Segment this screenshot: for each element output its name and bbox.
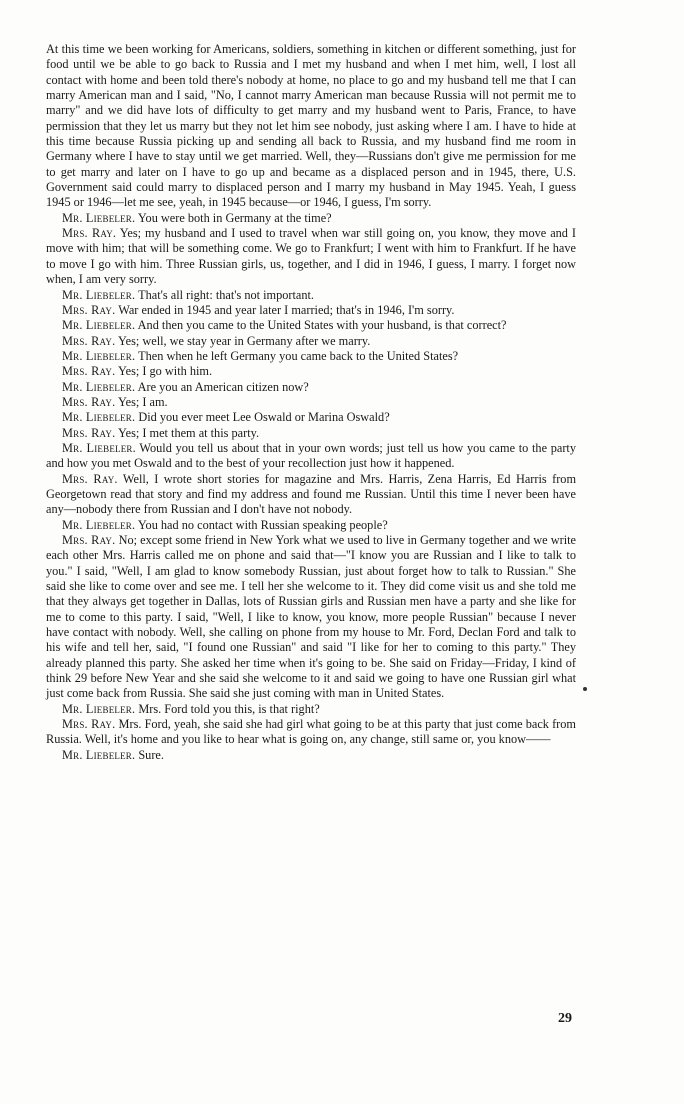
testimony-paragraph: [46, 349, 576, 364]
speaker-label: Mrs. Ray.: [62, 425, 116, 440]
speaker-label: Mrs. Ray.: [62, 717, 116, 732]
speaker-label: Mr. Liebeler.: [62, 379, 136, 394]
speaker-label: Mrs. Ray.: [62, 394, 116, 409]
paragraph-text: You were both in Germany at the time?: [137, 210, 332, 225]
paragraph-text: Sure.: [138, 747, 164, 762]
speaker-label: Mrs. Ray.: [62, 226, 117, 241]
speaker-label: Mr. Liebeler.: [62, 410, 136, 425]
narrative-paragraph: [46, 42, 576, 211]
speaker-label: Mrs. Ray.: [62, 364, 116, 379]
paragraph-text: Mrs. Ford, yeah, she said she had girl what going to be at this party that just come back from Russia. Well, it's home and you like to hear what is going on, any change, still same or, you know——: [46, 717, 576, 747]
paragraph-text: At this time we been working for Americans, soldiers, something in kitchen or different something, just for food until we be able to go back to Russia and I met my husband and when I met him, well, I lost all contact with home and been told there's nobody at home, no place to go and my husband tell me that I can marry American man and I said, "No, I cannot marry American man because Russia will not permit me to marry" and we did have lots of difficulty to get marry and my husband went to Paris, France, to have permission that they let us marry but they not let him see nobody, just asking where I am. I have to hide at this time because Russia picking up and sending all back to Russia, and my husband find me room in Germany where I have to stay until we get married. Well, they—Russians don't give me permission for me to get marry and later on I have to go up and became as a displaced person and in 1945, there, U.S. Government said could marry to displaced person and I marry my husband in May 1945. Yeah, I guess 1945 or 1946—let me see, yeah, in 1945 because—or 1946, I guess, I'm sorry.: [46, 42, 576, 210]
speaker-label: Mrs. Ray.: [62, 533, 116, 547]
paragraph-text: And then you came to the United States with your husband, is that correct?: [137, 318, 507, 333]
testimony-paragraph: [46, 426, 576, 441]
testimony-paragraph: [46, 211, 576, 226]
speaker-label: Mr. Liebeler.: [62, 348, 136, 363]
speaker-label: Mrs. Ray.: [62, 302, 116, 317]
speaker-label: Mr. Liebeler.: [62, 287, 136, 302]
testimony-paragraph: [46, 288, 576, 303]
paragraph-text: Yes; I met them at this party.: [117, 425, 260, 440]
paragraph-text: War ended in 1945 and year later I married; that's in 1946, I'm sorry.: [118, 302, 455, 317]
paragraph-text: Yes; I am.: [117, 394, 168, 409]
testimony-paragraph: [46, 533, 576, 702]
speaker-label: Mr. Liebeler.: [62, 210, 136, 225]
page-number: 29: [558, 1011, 572, 1026]
paragraph-text: Then when he left Germany you came back to the United States?: [138, 348, 459, 363]
paragraph-text: Did you ever meet Lee Oswald or Marina Oswald?: [138, 410, 390, 425]
margin-mark: [583, 687, 587, 691]
testimony-paragraph: [46, 395, 576, 410]
paragraph-text: Are you an American citizen now?: [137, 379, 309, 394]
transcript-body: [46, 42, 576, 763]
testimony-paragraph: [46, 226, 576, 287]
paragraph-text: Would you tell us about that in your own words; just tell us how you came to the party and how you met Oswald and to the best of your recollection just how it happened.: [46, 440, 576, 471]
paragraph-text: Yes; well, we stay year in Germany after we marry.: [117, 333, 371, 348]
testimony-paragraph: [46, 364, 576, 379]
speaker-label: Mr. Liebeler.: [62, 517, 136, 532]
testimony-paragraph: [46, 748, 576, 763]
testimony-paragraph: [46, 472, 576, 518]
testimony-paragraph: [46, 441, 576, 472]
speaker-label: Mr. Liebeler.: [62, 318, 136, 333]
paragraph-text: No; except some friend in New York what we used to live in Germany together and we write each other Mrs. Harris called me on phone and said that—"I know you are Russian and I like to talk to you." I said, "Well, I am glad to know somebody Russian, just about forget how to talk to Russian." She said she like to come over and see me. I tell her she welcome to it. They did come visit us and she told me that they always get together in Dallas, lots of Russian girls and Russian men have a party and she like for me to come to this party. I said, "Well, I like to know, you know, more people Russian" because I never have contact with nobody. Well, she calling on phone from my house to Mr. Ford, Declan Ford and talk to his wife and tell her, said, "I found one Russian" and said "I like for her to coming to this party." They already planned this party. She asked her time when it's going to be. She said on Friday—Friday, I kind of think 29 before New Year and she said she welcome to it and said we going to have one Russian girl what just come back from Russia. She said she just coming with man in United States.: [46, 533, 577, 701]
testimony-paragraph: [46, 303, 576, 318]
speaker-label: Mrs. Ray.: [62, 471, 118, 486]
speaker-label: Mr. Liebeler.: [62, 440, 136, 455]
paragraph-text: Well, I wrote short stories for magazine and Mrs. Harris, Zena Harris, Ed Harris from Georgetown read that story and find my address and found me Russian. Until this time I never been have any—nobody there from Russian and I don't have not nobody.: [46, 471, 577, 517]
testimony-paragraph: [46, 702, 576, 717]
testimony-paragraph: [46, 518, 576, 533]
speaker-label: Mr. Liebeler.: [62, 747, 136, 762]
speaker-label: Mr. Liebeler.: [62, 701, 136, 716]
testimony-paragraph: [46, 380, 576, 395]
paragraph-text: Yes; my husband and I used to travel when war still going on, you know, they move and I move with him; that will be something come. We go to Frankfurt; I went with him to Frankfurt. If he have to move I go with him. Three Russian girls, us, together, and I did in 1946, I guess, I marry. I forget now when, I am very sorry.: [46, 226, 576, 287]
testimony-paragraph: [46, 717, 576, 748]
paragraph-text: Yes; I go with him.: [117, 364, 213, 379]
testimony-paragraph: [46, 410, 576, 425]
paragraph-text: You had no contact with Russian speaking people?: [137, 517, 388, 532]
speaker-label: Mrs. Ray.: [62, 333, 116, 348]
testimony-paragraph: [46, 334, 576, 349]
paragraph-text: Mrs. Ford told you this, is that right?: [138, 701, 320, 716]
testimony-paragraph: [46, 318, 576, 333]
paragraph-text: That's all right: that's not important.: [138, 287, 315, 302]
